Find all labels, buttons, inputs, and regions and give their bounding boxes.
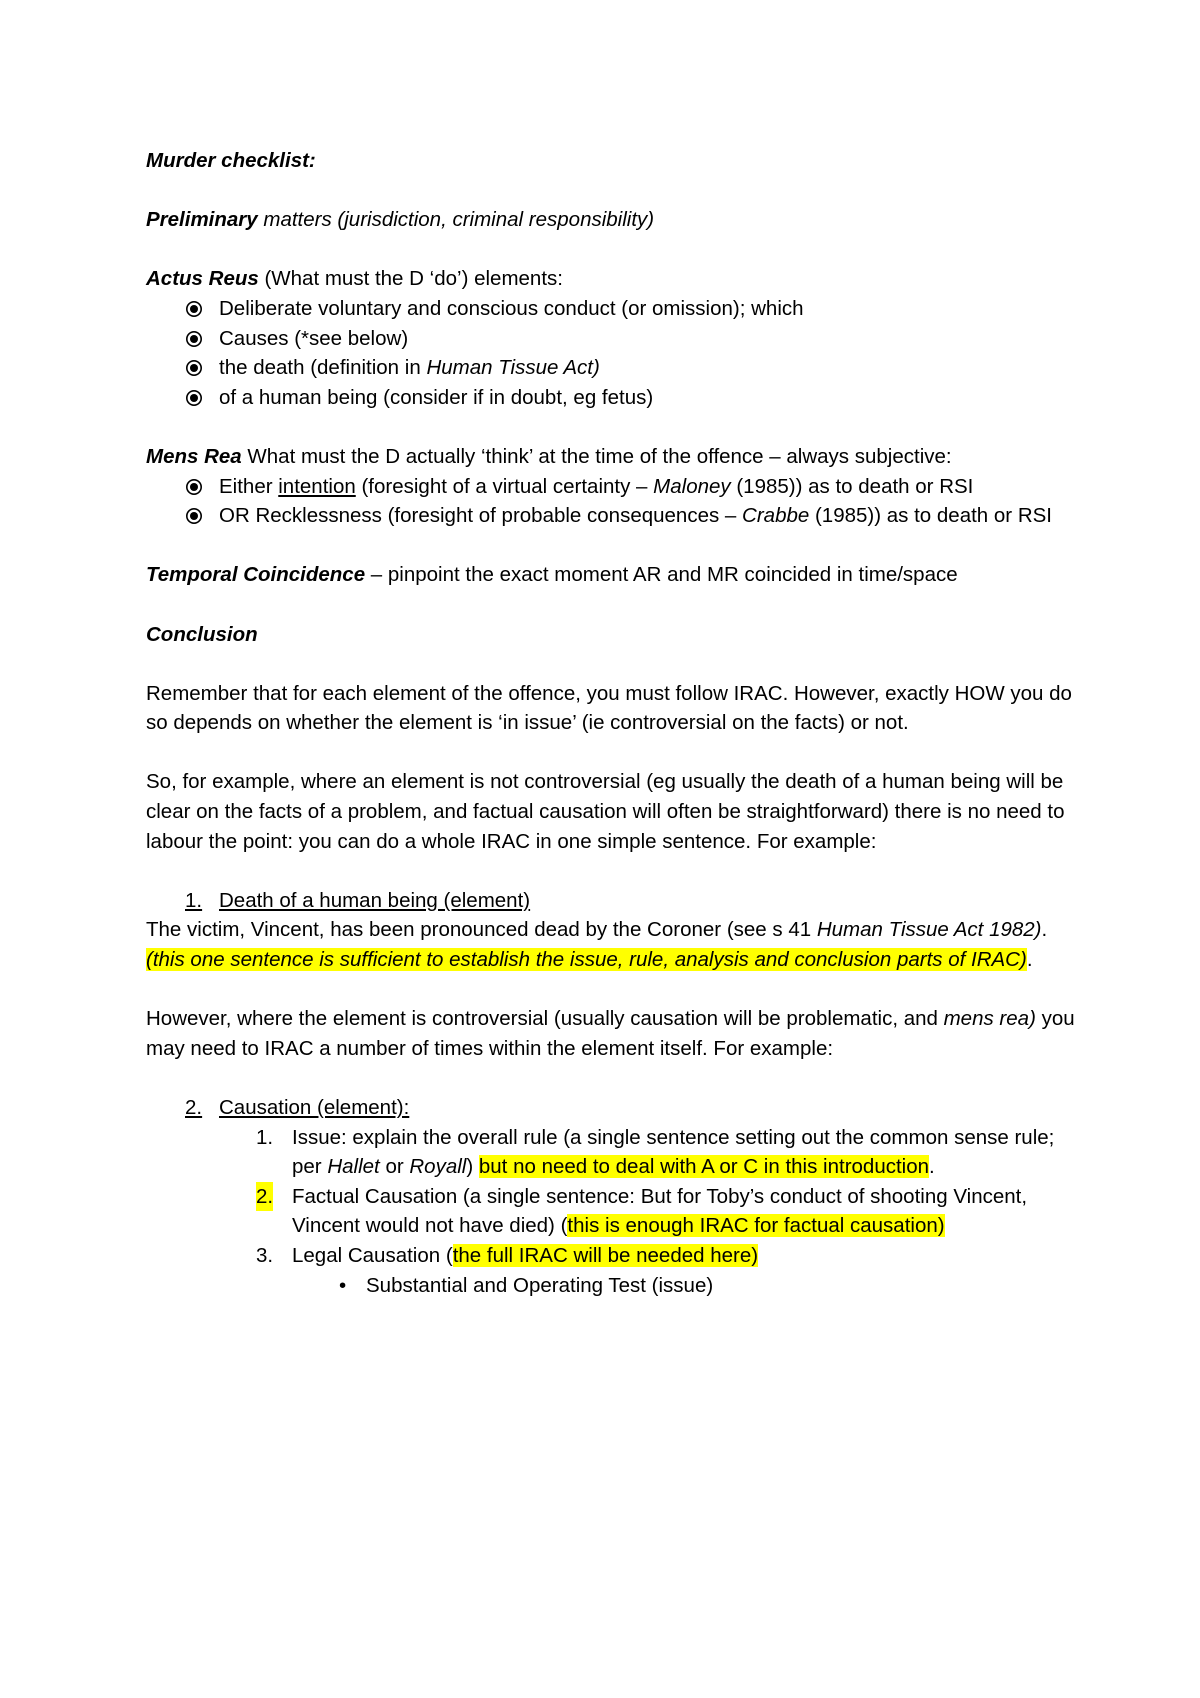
example-list-1 <box>146 886 1076 916</box>
case-name: Royall <box>409 1155 467 1179</box>
actus-reus-heading <box>146 264 1076 294</box>
conclusion-heading: Conclusion <box>146 622 258 646</box>
actus-reus-intro: (What must the D ‘do’) elements: <box>258 267 563 291</box>
actus-reus-term: Actus Reus <box>146 267 259 291</box>
highlighted-note: this is enough IRAC for factual causation) <box>567 1214 945 1238</box>
temporal-text: – pinpoint the exact moment AR and MR coincided in time/space <box>365 563 958 587</box>
list-item <box>146 501 1076 531</box>
preliminary-line <box>146 205 1076 235</box>
example-list-2 <box>146 1093 1076 1123</box>
list-item <box>146 1271 1076 1301</box>
page-title: Murder checklist: <box>146 149 316 172</box>
intention-term: intention <box>278 474 356 498</box>
example-text: The victim, Vincent, has been pronounced dead by the Coroner (see s 41 <box>146 918 817 942</box>
list-number: 2. <box>185 1096 203 1119</box>
radio-bullet-icon <box>185 294 203 324</box>
temporal-term: Temporal Coincidence <box>146 563 366 587</box>
list-item-text: . <box>929 1155 935 1179</box>
list-item <box>146 1093 1076 1123</box>
list-item <box>146 324 1076 354</box>
highlighted-note: (this one sentence is sufficient to establish the issue, rule, analysis and conclusion parts of IRAC) <box>146 948 1027 972</box>
example-heading: Death of a human being (element) <box>219 888 531 912</box>
list-item-text: of a human being (consider if in doubt, eg fetus) <box>219 385 654 409</box>
actus-reus-list <box>146 294 1076 412</box>
list-item-text: Factual Causation (a single sentence: But for Toby’s conduct of shooting Vincent, Vincent would not have died) ( <box>292 1184 1028 1238</box>
legal-causation-sublist <box>146 1271 1076 1301</box>
list-item <box>146 1241 1076 1271</box>
example-text: . <box>1026 948 1033 972</box>
list-item-text: Either <box>219 474 279 498</box>
mens-rea-intro: What must the D actually ‘think’ at the time of the offence – always subjective: <box>241 444 952 468</box>
list-item <box>146 472 1076 502</box>
paragraph-irac: Remember that for each element of the offence, you must follow IRAC. However, exactly HOW you do so depends on whether the element is ‘in issue’ (ie controversial on the facts) or not. <box>146 681 1072 735</box>
bullet-icon: • <box>339 1273 347 1297</box>
list-item-text: (foresight of a virtual certainty – <box>355 474 654 498</box>
paragraph-controversial <box>146 1004 1076 1063</box>
list-item-text: the death (definition in <box>219 356 427 380</box>
preliminary-term: Preliminary <box>146 208 258 232</box>
list-item-text: OR Recklessness (foresight of probable consequences – <box>219 504 743 528</box>
document-body <box>146 146 1076 1300</box>
list-item-text: ) <box>466 1155 479 1179</box>
list-item <box>146 886 1076 916</box>
list-item <box>146 1123 1076 1182</box>
list-item <box>146 353 1076 383</box>
list-item <box>146 1182 1076 1241</box>
list-item-text: (1985)) as to death or RSI <box>730 474 974 498</box>
mens-rea-list <box>146 472 1076 531</box>
mens-rea-term: Mens Rea <box>146 444 242 468</box>
list-item-text: Deliberate voluntary and conscious conduct (or omission); which <box>219 296 804 320</box>
paragraph-text: you may need to IRAC a number of times within the element itself. For example: <box>146 1007 1075 1060</box>
statute-reference: Human Tissue Act 1982) <box>816 918 1042 942</box>
list-number: 1. <box>256 1125 274 1149</box>
list-item <box>146 294 1076 324</box>
highlighted-note: the full IRAC will be needed here) <box>452 1243 759 1267</box>
radio-bullet-icon <box>185 383 203 413</box>
radio-bullet-icon <box>185 472 203 502</box>
case-name: Crabbe <box>742 504 810 528</box>
mens-rea-heading <box>146 442 1076 472</box>
list-item-text: Issue: explain the overall rule (a single sentence setting out the common sense rule; per <box>292 1125 1055 1179</box>
mens-rea-inline: mens rea) <box>943 1007 1036 1031</box>
list-item-text: Legal Causation ( <box>292 1243 453 1267</box>
paragraph-not-controversial: So, for example, where an element is not controversial (eg usually the death of a human being will be clear on the facts of a problem, and factual causation will often be straightforward) there is no need to labour the point: you can do a whole IRAC in one simple sentence. For example: <box>146 770 1065 853</box>
radio-bullet-icon <box>185 324 203 354</box>
example-1-text <box>146 915 1076 974</box>
list-number: 2. <box>256 1182 273 1212</box>
preliminary-text: matters (jurisdiction, criminal responsibility) <box>257 208 655 232</box>
causation-sublist <box>146 1123 1076 1271</box>
list-number: 3. <box>256 1243 274 1267</box>
example-text: . <box>1041 918 1048 942</box>
example-heading: Causation (element): <box>219 1096 410 1119</box>
paragraph-text: However, where the element is controversial (usually causation will be problematic, and <box>146 1007 944 1031</box>
radio-bullet-icon <box>185 353 203 383</box>
list-number: 1. <box>185 888 203 912</box>
case-name: Maloney <box>653 474 731 498</box>
list-item-text: or <box>379 1155 410 1179</box>
list-item-text: (1985)) as to death or RSI <box>809 504 1052 528</box>
list-item <box>146 383 1076 413</box>
statute-reference: Human Tissue Act) <box>426 356 600 380</box>
list-item-text: Substantial and Operating Test (issue) <box>366 1273 714 1297</box>
case-name: Hallet <box>327 1155 380 1179</box>
temporal-line <box>146 560 1076 590</box>
radio-bullet-icon <box>185 501 203 531</box>
highlighted-note: but no need to deal with A or C in this introduction <box>478 1155 930 1179</box>
list-item-text: Causes (*see below) <box>219 326 409 350</box>
